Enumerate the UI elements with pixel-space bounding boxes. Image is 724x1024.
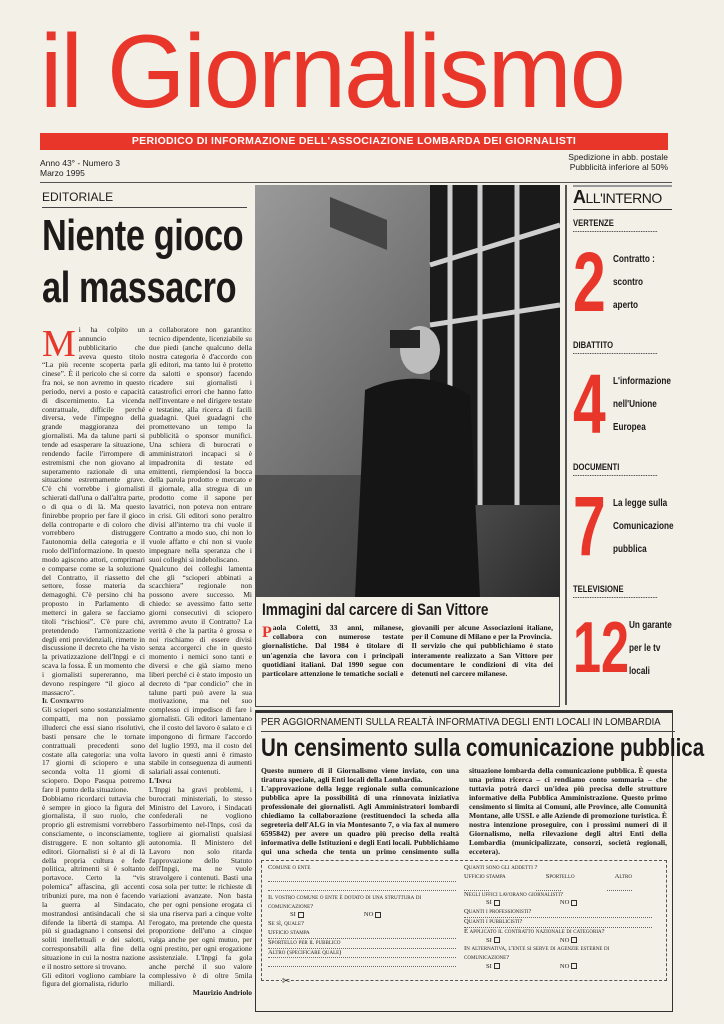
field-label: Sportello per il pubblico: [268, 938, 341, 946]
title-line: locali: [629, 665, 650, 677]
title-line: aperto: [613, 299, 639, 311]
title-line: Contratto :: [613, 253, 655, 265]
no-checkbox[interactable]: [375, 912, 381, 918]
altro-field[interactable]: [268, 949, 456, 959]
section-label: EDITORIALE: [42, 190, 114, 204]
yes-label: SI: [290, 911, 296, 919]
comune-field-line[interactable]: [268, 882, 456, 891]
no-label: NO: [559, 962, 570, 970]
editorial-column-2: [149, 326, 252, 1014]
no-option[interactable]: [560, 937, 578, 946]
sportello-field[interactable]: [268, 939, 456, 949]
comune-field[interactable]: [268, 873, 456, 882]
paragraph: L'Inpgi ha gravi problemi, i burocrati ministeriali, lo stesso Ministro del Lavoro, i Sindacati confederali ne vogliono l'assorbimento nel-l'Inps, così da togliere ai giornalisti qualsiasi autonomia. Il Ministero del Lavoro non solo ritarda l'approvazione dello Statuto dell'Inpgi, ma ne vuole stravolgere i contenuti. Basti una cosa sola per tutte: le richieste di variazioni avanzate. Non basta che per ogni pensione erogata ci sia una riserva pari a cinque volte l'erogato, ma pretende che questa proporzione dell'uno a cinque valga anche per ogni mutuo, per ogni prestito, per ogni erogazione assistenziale. L'Inpgi fa gola anche perché il suo valore complessivo è di oltre 5mila miliardi.: [149, 784, 252, 989]
question: Se sì, quale?: [268, 920, 304, 928]
item-title: [613, 492, 674, 561]
yes-checkbox[interactable]: [494, 963, 500, 969]
field-label: Comune o ente: [268, 864, 311, 871]
advertising-line: Pubblicità inferiore al 50%: [569, 162, 668, 172]
author-signature: Maurizio Andriolo: [192, 988, 252, 998]
yes-option[interactable]: [486, 899, 500, 908]
postal-info: [568, 152, 668, 172]
index-section-label: DIBATTITO: [573, 340, 657, 354]
paragraph: Questo numero di il Giornalismo viene inviato, con una tiratura speciale, agli Enti locali della Lombardia.: [261, 766, 459, 784]
drop-cap: P: [262, 624, 272, 641]
addetti-altro-field[interactable]: [607, 882, 632, 891]
paragraph: Dobbiamo ricordarci tuttavia che è sempre in gioco la figura del giornalista, il suo ruolo, che proprio gli estremismi vorrebbero consciamente, o inconsciamente, distruggere. E non soltanto gli editori. Giornalisti si è al di là della propria cultura e fede politica, altrimenti si è soltanto portavoce. Certo la “vis polemica” affascina, gli accenti tribunizi pure, ma non è facendo la guerra al Sindacato, mostrandosi antisindacali che si difende la libertà di stampa. Al più si guadagnano i consensi dei soliti intellettuali e dei salotti, corresponsabili alla fine della situazione in cui la nostra nazione e il nostro settore si trovano.: [42, 793, 145, 971]
yes-label: SI: [486, 962, 492, 970]
question: Il vostro comune o ente è dotato di una struttura di comunicazione?: [268, 893, 422, 910]
no-label: NO: [363, 911, 374, 919]
question: Quanti sono gli addetti ?: [464, 864, 538, 871]
pubblicisti-field[interactable]: [464, 918, 652, 928]
field-label: Quanti i professionisti?: [464, 908, 532, 916]
title-line: per le tv: [629, 642, 661, 654]
no-option[interactable]: [364, 911, 382, 920]
paragraph: Il servizio che qui pubblichiamo è stato interamente realizzato a San Vittore per documentare le condizioni di vita dei detenuti nel carcere milanese.: [411, 641, 553, 679]
title-line: Comunicazione: [613, 520, 674, 532]
field-label: Sportello: [545, 872, 575, 880]
altro-field-line[interactable]: [268, 958, 456, 967]
yes-checkbox[interactable]: [494, 900, 500, 906]
page-number: 2: [573, 235, 606, 329]
census-body: [261, 766, 667, 856]
index-item[interactable]: [573, 354, 672, 454]
paragraph: Gli scioperi sono sostanzialmente compatti, ma non possiamo illuderci che essi siano risolutivi, basti pensare che le tornate contrattuali precedenti sono costate alla categoria: una volta 17 giorni di sciopero e una seconda volta 11 giorni di sciopero. Dopo Pasqua potremo fare il punto della situazione.: [42, 705, 145, 794]
no-checkbox[interactable]: [571, 900, 577, 906]
paragraph: aola Coletti, 33 anni, milanese, collabora con numerose testate giornalistiche. Dal 1984 è titolare di un'agenzia che lavora con i principali quotidiani italiani. Dal 1990 segue con particolare attenzione le tematiche sociali e giovanili per alcune Associazioni italiane, per il Comune di Milano e per la Provincia.: [262, 623, 553, 679]
item-title: [613, 370, 671, 439]
title-line: Un garante: [629, 619, 672, 631]
yes-option[interactable]: [290, 911, 304, 920]
headline-line: al massacro: [42, 263, 237, 312]
field-label: Ufficio stampa: [464, 872, 506, 880]
title-line: L'informazione: [613, 375, 671, 387]
census-headline: Un censimento sulla comunicazione pubblica: [261, 734, 705, 762]
kicker: PER AGGIORNAMENTI SULLA REALTÀ INFORMATIVA DEGLI ENTI LOCALI IN LOMBARDIA: [261, 716, 675, 732]
divider: [40, 182, 672, 183]
question: È applicato il contratto nazionale di categoria?: [464, 927, 605, 935]
title-line: pubblica: [613, 543, 647, 555]
photo-caption: [255, 597, 560, 707]
index-item[interactable]: [573, 476, 672, 576]
no-checkbox[interactable]: [571, 963, 577, 969]
paragraph: L'approvazione della legge regionale sulla comunicazione pubblica apre la possibilità di una rinnovata iniziativa professionale dei giornalisti. Agli Amministratori lombardi chiediamo la collaborazione (restituendoci la scheda alla segreteria dell'ALG in via Montesanto 7, o via fax al numero 6595842) per avere un quadro più preciso della realtà informativa delle Istituzioni e degli Enti locali. Pubblichiamo qui una scheda che tenta un primo censimento sulla situazione lombarda della comunicazione pubblica. È questa una prima ricerca – ci rendiamo conto sommaria – che tuttavia potrà darci un'idea più precisa delle strutture informative della Pubblica Amministrazione. Questo primo censimento si limita ai Comuni, alle Province, alle Comunità Montane, alle USSL e alle Aziende di promozione turistica. È nostra intenzione proseguire, con i prossimi numeri di il Giornalismo, nella rilevazione degli altri Enti della Lombardia (municipalizzate, consorzi, società regionali, eccetera).: [261, 766, 667, 856]
no-label: NO: [559, 936, 570, 944]
photo-image: [255, 185, 560, 597]
field-label: Quanti i pubblicisti?: [464, 917, 523, 925]
caption-text: [262, 623, 553, 678]
index-section-label: TELEVISIONE: [573, 584, 657, 598]
prison-photo: [255, 185, 560, 597]
field-label: Altro (specificare quale): [268, 948, 342, 956]
paragraph: i ha colpito un annuncio pubblicitario che aveva questo titolo “La più recente scoperta parla cinese”. È il pericolo che si corre fra noi, se non avremo in questo periodo, nervi a posto e capacità di discernimento. La vicenda contrattuale, difficile perché diversa, vede l'impegno della grande maggioranza dei giornalisti. Ma da talune parti si tende ad esasperare la situazione, rendendo facile l'irrompere di estremismi che non giovano al superamento razionale di una situazione estremamente grave. C'è chi vorrebbe i giornalisti schierati dall'una o dall'altra parte, o di qua o di là. Ma questo finirebbe proprio per fare il gioco della controparte e di coloro che vorrebbero distruggere l'autonomia della categoria e il ruolo dell'informazione. In questo modo agiscono attori, comprimari e comparse come se la soluzione del Contratto, il riassetto del settore, fosse materia da demagoghi. C'è persino chi ha proposto in Parlamento di metterci in galera se facciamo titoli “rischiosi”. C'è pure chi, pretendendo l'armonizzazione degli enti previdenziali, rimette in discussione il decreto che ha visto la privatizzazione dell'Inpgi e ci scava la fossa. È un momento che i giornalisti supereranno, ma devono respingere “il gioco al massacro”.: [42, 326, 145, 697]
page-number: 7: [573, 479, 606, 573]
field-label: Ufficio stampa: [268, 928, 310, 936]
yes-label: SI: [486, 899, 492, 907]
question: In alternativa, l'ente si serve di agenzie esterne di comunicazione?: [464, 945, 610, 962]
inside-index: [565, 185, 672, 705]
index-section-label: VERTENZE: [573, 218, 657, 232]
item-title: [629, 614, 672, 683]
page-number: 4: [573, 357, 606, 451]
divider: [42, 207, 247, 208]
index-item[interactable]: [573, 598, 672, 698]
drop-cap: M: [42, 326, 76, 365]
title-line: Europea: [613, 421, 646, 433]
no-label: NO: [559, 899, 570, 907]
professionisti-field[interactable]: [464, 908, 652, 918]
heading-text: LL'INTERNO: [585, 190, 662, 206]
yes-checkbox[interactable]: [298, 912, 304, 918]
scissors-icon: ✂: [282, 975, 291, 987]
masthead-title: il Giornalismo: [40, 14, 624, 130]
subheading: Il Contratto: [42, 696, 84, 706]
question: Negli uffici lavorano giornalisti?: [464, 890, 563, 898]
yes-option[interactable]: [486, 963, 500, 972]
subheading: L'Inpgi: [149, 776, 172, 786]
title-line: nell'Unione: [613, 398, 657, 410]
caption-title: Immagini dal carcere di San Vittore: [262, 600, 489, 619]
addetti-ufficio-field[interactable]: [464, 882, 489, 891]
title-line: scontro: [613, 276, 644, 288]
issue-info: [40, 158, 120, 178]
ufficio-stampa-field[interactable]: [268, 929, 456, 939]
paragraph: Qualcuno dei colleghi lamenta che gli “scioperi abbinati a scacchiera” regionale non possono avere successo. Mi chiedo: se avessimo fatto sette giorni consecutivi di sciopero avremmo avuto il Contratto? La verità è che la partita è grossa e noi rischiamo di essere divisi senza accorgerci che in questo momento i nemici sono tanti e diversi e che già siamo meno liberi perché ci è stato imposto un decreto di “par condicio” che in talune parti può avere la sua motivazione, ma nel suo complesso ci impedisce di fare i giornalisti. Gli editori lamentano che il costo del lavoro è salato e ci impongono di firmare l'accordo del luglio 1993, ma il costo del lavoro in questi anni è rimasto stabile in conseguenza di aumenti salariali assai contenuti.: [149, 563, 252, 777]
editorial-headline: [42, 210, 253, 314]
editorial-column-1: [42, 326, 145, 1014]
issue-number: Anno 43° - Numero 3: [40, 158, 120, 168]
index-heading: [573, 185, 672, 210]
postal-line: Spedizione in abb. postale: [568, 152, 668, 162]
headline-line: Niente gioco: [42, 211, 244, 260]
yes-checkbox[interactable]: [494, 937, 500, 943]
addetti-sportello-field[interactable]: [536, 882, 561, 891]
heading-initial: A: [573, 187, 586, 207]
census-form: [261, 860, 667, 987]
title-line: La legge sulla: [613, 497, 668, 509]
item-title: [613, 248, 655, 317]
yes-label: SI: [486, 936, 492, 944]
no-option[interactable]: [560, 963, 578, 972]
paragraph: a collaboratore non garantito: tecnico dipendente, licenziabile su due piedi (anche qualcuno della nostra categoria è d'accordo con gli editori, ma tanto lui è protetto da salotti e sponsor) facendo ricadere sui giornalisti i catastrofici errori che hanno fatto nell'inventare e nel dirigere testate e testatine, alla ricerca di facili guadagni. Quei guadagni che promettevano un tempo la pubblicità o sponsor munifici. Una schiera di burocrati e amministratori incapaci si è impadronita di testate ed emittenti, riempiendosi la bocca della parola prodotto e mercato e il giornale, alla stregua di un prodotto come il sapone per lavatrici, non poteva non entrare in crisi. Gli editori sono peraltro divisi all'interno tra chi vuole il Contratto a modo suo, chi non lo vuole affatto e chi non si vuole impegnare nella speranza che i suoi colleghi si indeboliscano.: [149, 326, 252, 564]
index-item[interactable]: [573, 232, 672, 332]
no-option[interactable]: [560, 899, 578, 908]
census-article: [255, 710, 705, 1012]
masthead-subtitle: PERIODICO DI INFORMAZIONE DELL'ASSOCIAZIONE LOMBARDA DEI GIORNALISTI: [40, 133, 668, 150]
no-checkbox[interactable]: [571, 937, 577, 943]
field-label: Altro: [614, 872, 632, 880]
paragraph: Gli editori vogliono cambiare la figura del giornalista, ridurlo: [42, 970, 145, 989]
page-number: 12: [573, 608, 630, 688]
issue-date: Marzo 1995: [40, 168, 85, 178]
index-section-label: DOCUMENTI: [573, 462, 657, 476]
yes-option[interactable]: [486, 937, 500, 946]
